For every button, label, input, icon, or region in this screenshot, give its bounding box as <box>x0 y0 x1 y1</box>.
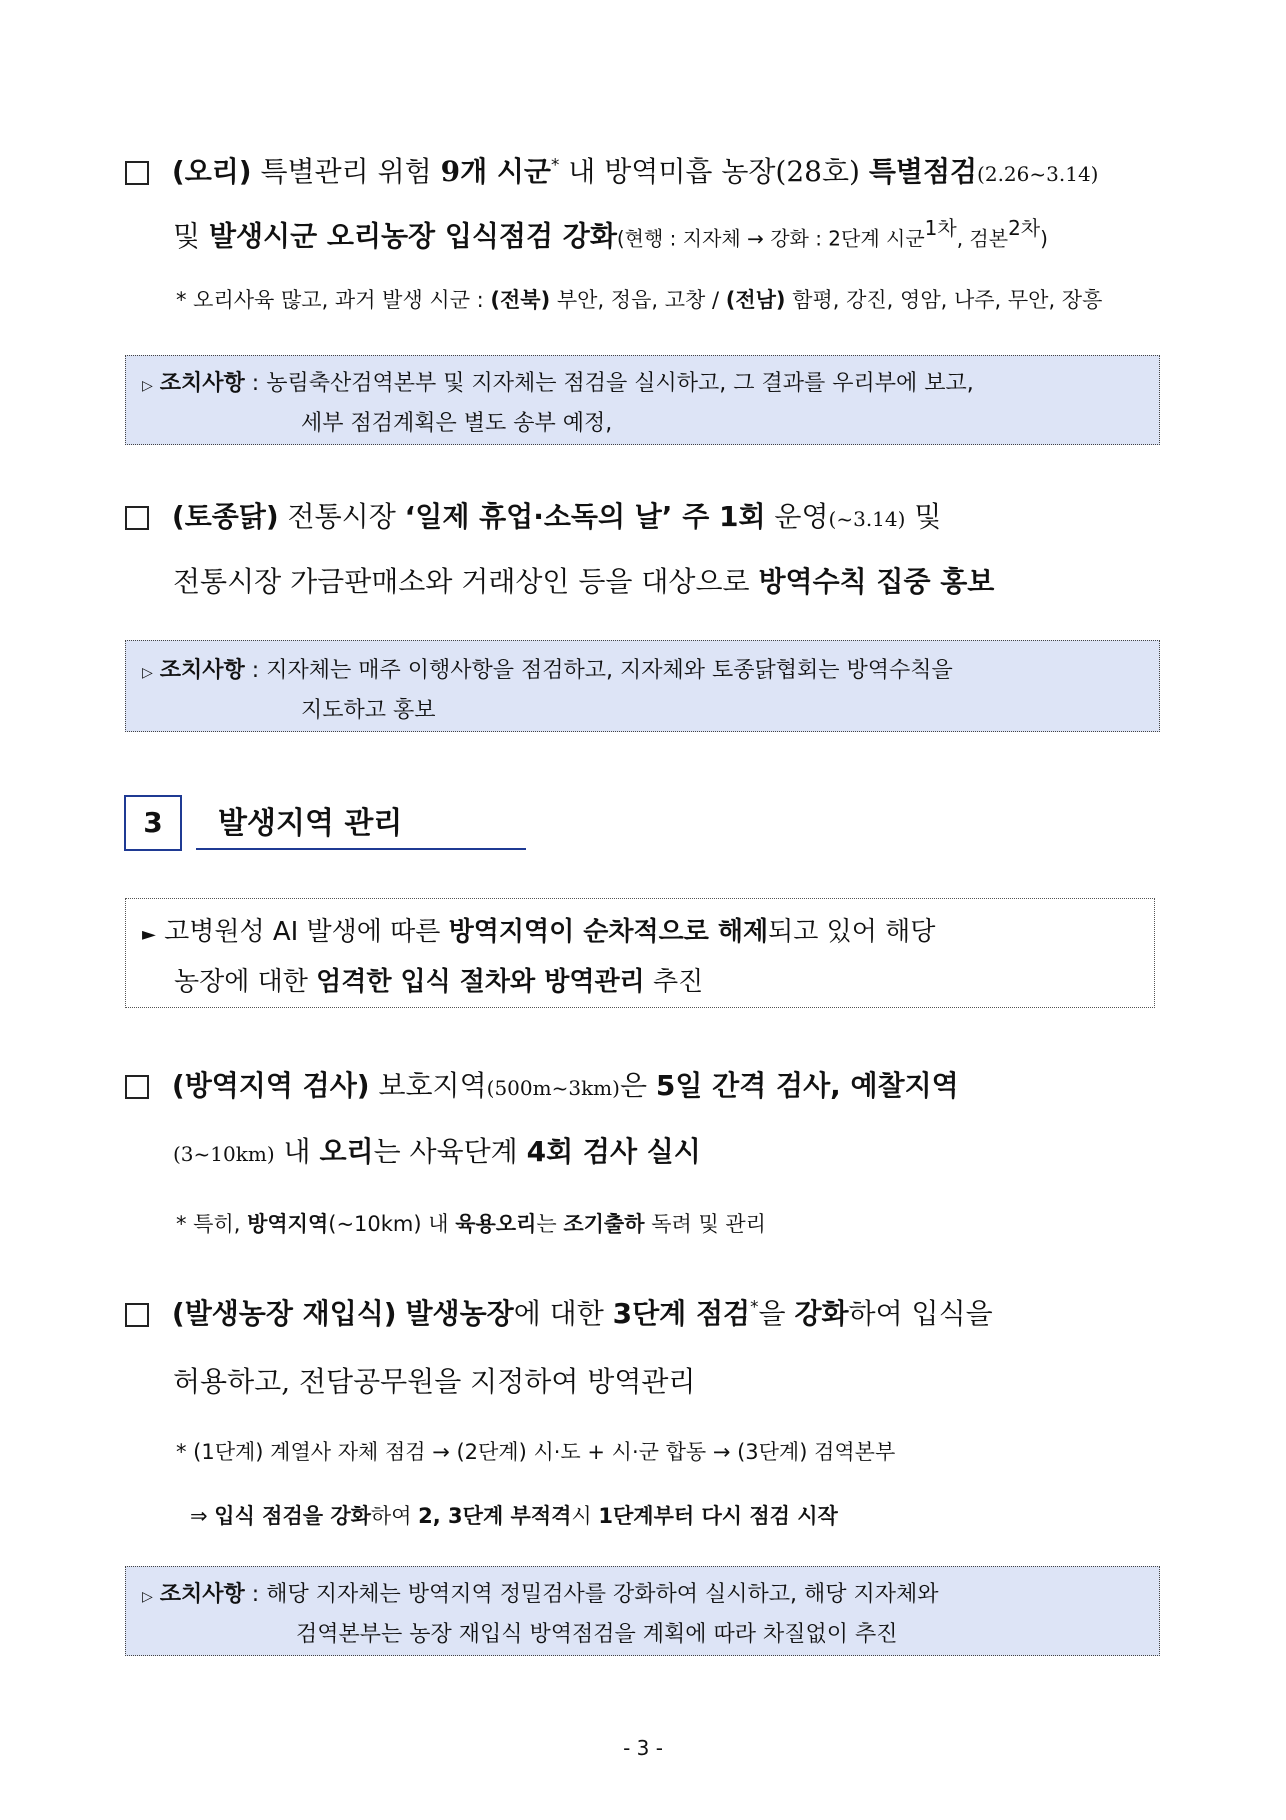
text: 강화 <box>794 1297 849 1330</box>
zone-inspection-line-2 <box>173 1130 1213 1170</box>
text: 운영 <box>765 500 829 533</box>
action-line-1 <box>142 366 974 397</box>
native-chicken-line-1 <box>125 495 1165 535</box>
text: 하여 <box>370 1504 419 1528</box>
summary-box <box>125 898 1155 1008</box>
text: (전남) <box>725 288 786 312</box>
text: 하여 입식을 <box>848 1297 993 1330</box>
text: * 오리사육 많고, 과거 발생 시군 : <box>176 288 491 312</box>
text: , 검본 <box>956 226 1009 251</box>
checkbox-square-icon <box>125 1075 149 1099</box>
text: 추진 <box>644 967 704 997</box>
text: 시 <box>571 1504 599 1528</box>
restocking-result <box>190 1500 1230 1530</box>
restocking-action-box <box>125 1566 1160 1656</box>
action-line-2: 검역본부는 농장 재입식 방역점검을 계획에 따라 차질없이 추진 <box>296 1622 898 1647</box>
text: 방역지역이 순차적으로 해제 <box>448 917 769 947</box>
text: 은 <box>619 1069 656 1102</box>
page-number: - 3 - <box>623 1736 663 1760</box>
text: (500m~3km) <box>486 1076 620 1100</box>
text: 농장에 대한 <box>174 967 317 997</box>
duck-inspection-line-2 <box>173 212 1213 254</box>
duck-action-box <box>125 355 1160 445</box>
restocking-footnote: * (1단계) 계열사 자체 점검 → (2단계) 시·도 + 시·군 합동 → (3단계) 검역본부 <box>176 1440 896 1464</box>
text: 농림축산검역본부 및 지자체는 점검을 실시하고, 그 결과를 우리부에 보고, <box>266 371 974 396</box>
text: 1단계부터 다시 점검 시작 <box>598 1504 838 1528</box>
text: ) <box>1040 226 1048 251</box>
text: 해당 지자체는 방역지역 정밀검사를 강화하여 실시하고, 해당 지자체와 <box>266 1582 939 1607</box>
text: 을 <box>758 1297 795 1330</box>
text: 9개 시군 <box>440 155 551 188</box>
text: 는 <box>536 1212 564 1236</box>
native-chicken-line-2 <box>173 560 1213 600</box>
triangle-right-icon: ▷ <box>142 665 153 681</box>
action-label: 조치사항 <box>159 1582 245 1607</box>
text: 전통시장 가금판매소와 거래상인 등을 대상으로 <box>173 565 759 598</box>
text <box>397 1297 406 1330</box>
text: (3~10km) <box>173 1142 275 1166</box>
text: : <box>244 371 267 396</box>
section-title-underline <box>196 848 526 850</box>
text: 5일 간격 검사, 예찰지역 <box>655 1069 959 1102</box>
text: (~10km) 내 <box>328 1212 456 1236</box>
text: (2.26~3.14) <box>977 162 1099 186</box>
duck-footnote <box>176 284 1216 314</box>
action-line-2: 세부 점검계획은 별도 송부 예정, <box>301 411 613 436</box>
checkbox-square-icon <box>125 506 149 530</box>
action-label: 조치사항 <box>159 658 245 683</box>
text: ‘일제 휴업·소독의 날’ 주 1회 <box>404 500 766 533</box>
footnote-mark: * <box>750 1296 759 1317</box>
text: 에 대한 <box>513 1297 613 1330</box>
section-title: 발생지역 관리 <box>218 806 403 841</box>
restocking-line-1 <box>125 1292 1165 1332</box>
zone-inspection-line-1 <box>125 1064 1165 1104</box>
section-number: 3 <box>124 795 182 851</box>
text: 부안, 정읍, 고창 / <box>550 288 726 312</box>
text: 방역수칙 집중 홍보 <box>758 565 995 598</box>
footnote-mark: * <box>550 154 560 175</box>
triangle-right-icon: ▷ <box>142 378 153 394</box>
text: 입식 점검을 강화 <box>214 1504 371 1528</box>
double-arrow-icon: ⇒ <box>190 1504 215 1528</box>
superscript: 1차 <box>924 216 957 240</box>
triangle-right-filled-icon: ► <box>142 924 156 945</box>
superscript: 2차 <box>1008 216 1041 240</box>
action-line-1 <box>142 1577 938 1608</box>
summary-line-2 <box>174 961 703 998</box>
text: 특별점검 <box>868 155 978 188</box>
text: 내 방역미흡 농장(28호) <box>559 155 869 188</box>
text: 고병원성 AI 발생에 따른 <box>164 917 449 947</box>
text: 엄격한 입식 절차와 방역관리 <box>316 967 645 997</box>
zone-inspection-tag: (방역지역 검사) <box>171 1069 370 1102</box>
triangle-right-icon: ▷ <box>142 1589 153 1605</box>
duck-inspection-line-1 <box>125 150 1165 190</box>
text: 내 <box>274 1135 320 1168</box>
text: : <box>244 658 267 683</box>
text: 2, 3단계 부적격 <box>418 1504 572 1528</box>
duck-tag: (오리) <box>171 155 252 188</box>
action-label: 조치사항 <box>159 371 245 396</box>
text: (현행 : 지자체 → 강화 : 2단계 시군 <box>616 226 925 251</box>
text: 3단계 점검 <box>612 1297 751 1330</box>
checkbox-square-icon <box>125 1303 149 1327</box>
text: : <box>244 1582 267 1607</box>
action-line-2: 지도하고 홍보 <box>301 698 436 723</box>
text: 및 <box>905 500 942 533</box>
text: 전통시장 <box>278 500 405 533</box>
native-chicken-tag: (토종닭) <box>171 500 279 533</box>
text: (전북) <box>490 288 551 312</box>
restocking-line-2: 허용하고, 전담공무원을 지정하여 방역관리 <box>173 1365 696 1398</box>
text: 보호지역 <box>369 1069 487 1102</box>
text: 발생시군 오리농장 입식점검 강화 <box>208 219 617 253</box>
text: 오리 <box>319 1135 374 1168</box>
text: 육용오리 <box>455 1212 537 1236</box>
text: 함평, 강진, 영암, 나주, 무안, 장흥 <box>785 288 1103 312</box>
text: 방역지역 <box>247 1212 329 1236</box>
text: 는 사육단계 <box>373 1135 527 1168</box>
text: 및 <box>173 219 209 253</box>
text: 되고 있어 해당 <box>768 917 936 947</box>
text: 4회 검사 실시 <box>526 1135 701 1168</box>
text: 조기출하 <box>563 1212 645 1236</box>
text: 특별관리 위험 <box>251 155 441 188</box>
text: (~3.14) <box>828 507 906 531</box>
checkbox-square-icon <box>125 161 149 185</box>
zone-footnote <box>176 1208 1216 1238</box>
restocking-tag: (발생농장 재입식) <box>171 1297 397 1330</box>
action-line-1 <box>142 653 953 684</box>
text: * 특히, <box>176 1212 248 1236</box>
text: 독려 및 관리 <box>644 1212 766 1236</box>
native-chicken-action-box <box>125 640 1160 732</box>
text: 발생농장 <box>405 1297 514 1330</box>
summary-line-1 <box>142 911 935 948</box>
text: 지자체는 매주 이행사항을 점검하고, 지자체와 토종닭협회는 방역수칙을 <box>266 658 953 683</box>
